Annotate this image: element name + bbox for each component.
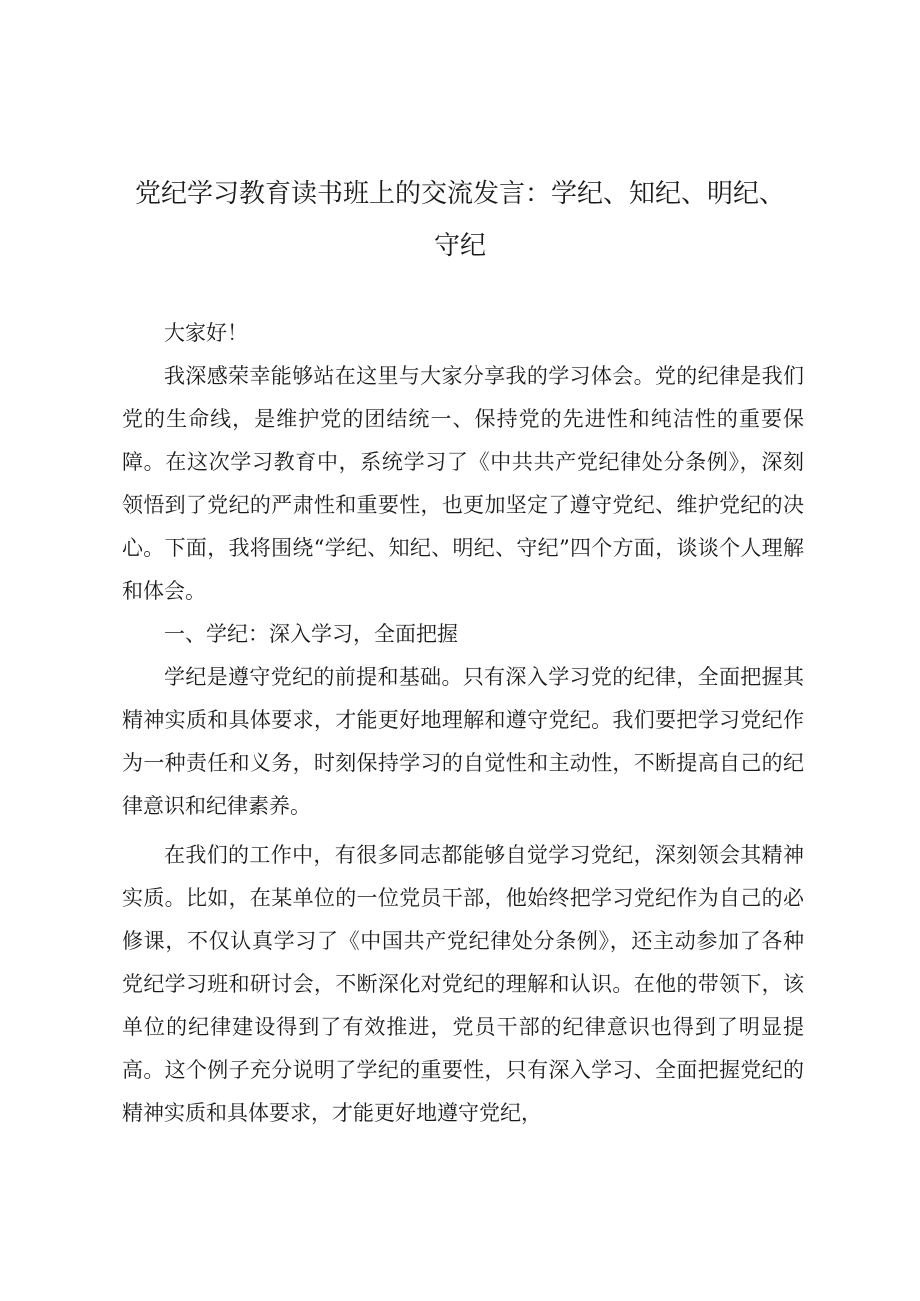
section1-paragraph-2: 在我们的工作中，有很多同志都能够自觉学习党纪，深刻领会其精神实质。比如，在某单位的一位党员干部，他始终把学习党纪作为自己的必修课，不仅认真学习了《中国共产党纪律处分条例》，还主动参加了各种党纪学习班和研讨会，不断深化对党纪的理解和认识。在他的带领下，该单位的纪律建设得到了有效推进，党员干部的纪律意识也得到了明显提高。这个例子充分说明了学纪的重要性，只有深入学习、全面把握党纪的精神实质和具体要求，才能更好地遵守党纪， bbox=[122, 843, 804, 1125]
section1-heading: 一、学纪：深入学习，全面把握 bbox=[164, 622, 458, 646]
document-title bbox=[120, 168, 800, 272]
greeting-paragraph: 大家好！ bbox=[164, 321, 248, 345]
document-title-line2: 守纪 bbox=[433, 231, 486, 261]
document-body bbox=[122, 312, 804, 1135]
section1-paragraph-1: 学纪是遵守党纪的前提和基础。只有深入学习党的纪律，全面把握其精神实质和具体要求，才能更好地理解和遵守党纪。我们要把学习党纪作为一种责任和义务，时刻保持学习的自觉性和主动性，不断提高自己的纪律意识和纪律素养。 bbox=[122, 665, 804, 818]
intro-paragraph: 我深感荣幸能够站在这里与大家分享我的学习体会。党的纪律是我们党的生命线，是维护党的团结统一、保持党的先进性和纯洁性的重要保障。在这次学习教育中，系统学习了《中共共产党纪律处分条例》，深刻领悟到了党纪的严肃性和重要性，也更加坚定了遵守党纪、维护党纪的决心。下面，我将围绕“学纪、知纪、明纪、守纪”四个方面，谈谈个人理解和体会。 bbox=[122, 364, 804, 603]
document-title-line1: 党纪学习教育读书班上的交流发言：学纪、知纪、明纪、 bbox=[134, 179, 785, 209]
